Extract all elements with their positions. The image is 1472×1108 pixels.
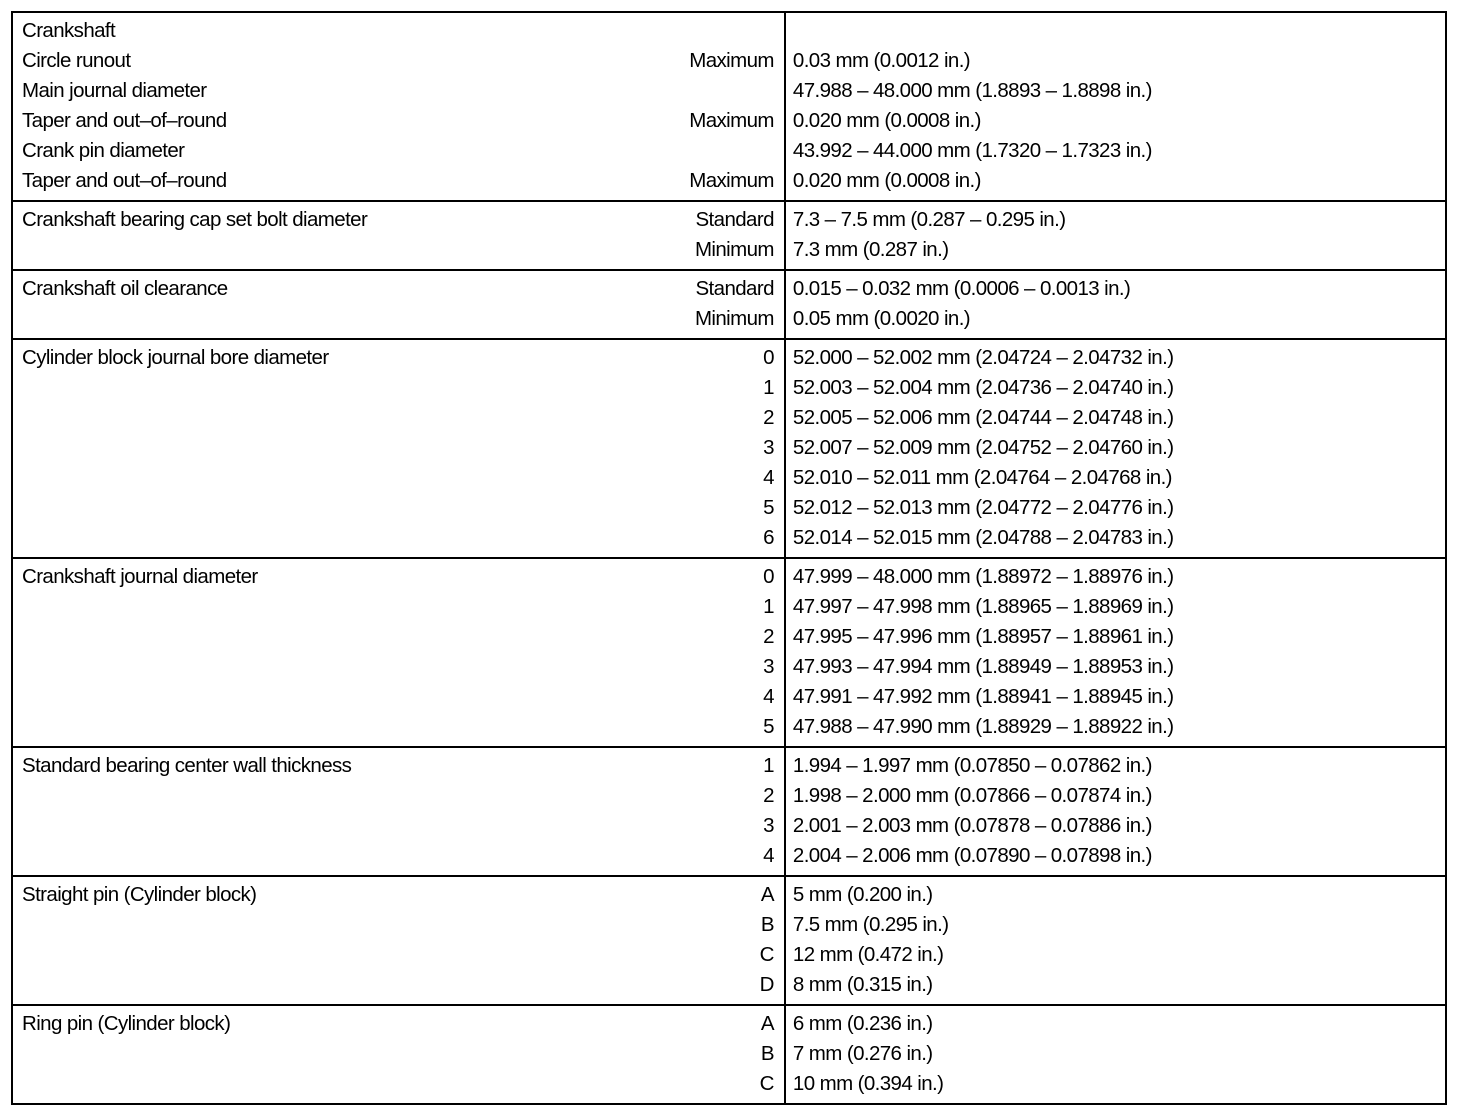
spec-value-line	[786, 433, 1445, 463]
spec-qualifier: 0	[763, 565, 774, 588]
spec-value: 8 mm (0.315 in.)	[792, 973, 933, 996]
spec-label-cell	[12, 1005, 785, 1104]
spec-value: 0.03 mm (0.0012 in.)	[792, 49, 971, 72]
spec-value-line	[786, 304, 1445, 334]
spec-label-line	[13, 811, 784, 841]
spec-value-line	[786, 166, 1445, 196]
spec-label-line	[13, 970, 784, 1000]
spec-label-line	[13, 343, 784, 373]
spec-value: 52.003 – 52.004 mm (2.04736 – 2.04740 in.)	[792, 376, 1174, 399]
spec-qualifier: A	[760, 1012, 774, 1035]
spec-value: 10 mm (0.394 in.)	[792, 1072, 944, 1095]
spec-value: 1.998 – 2.000 mm (0.07866 – 0.07874 in.)	[792, 784, 1152, 807]
spec-value-line	[786, 493, 1445, 523]
spec-group-title: Cylinder block journal bore diameter	[22, 346, 329, 369]
spec-label-line	[13, 433, 784, 463]
spec-value: 7.5 mm (0.295 in.)	[792, 913, 949, 936]
spec-label-spacer	[13, 523, 22, 553]
spec-value-line	[786, 940, 1445, 970]
spec-group-title: Crankshaft oil clearance	[22, 277, 228, 300]
spec-value-line	[786, 373, 1445, 403]
spec-value-line	[786, 880, 1445, 910]
spec-qualifier: 4	[763, 685, 774, 708]
spec-label-cell	[12, 201, 785, 270]
spec-qualifier: C	[759, 943, 774, 966]
spec-qualifier	[774, 76, 784, 106]
spec-item-label: Taper and out–of–round	[22, 169, 227, 192]
spec-value-line	[786, 46, 1445, 76]
spec-value-line	[786, 205, 1445, 235]
spec-value: 52.007 – 52.009 mm (2.04752 – 2.04760 in.)	[792, 436, 1174, 459]
spec-value-line	[786, 841, 1445, 871]
spec-group	[12, 12, 1446, 201]
spec-label-line	[13, 274, 784, 304]
spec-label-cell	[12, 339, 785, 558]
spec-value-line	[786, 136, 1445, 166]
spec-group	[12, 201, 1446, 270]
spec-item-label: Crank pin diameter	[22, 139, 185, 162]
spec-value-cell	[785, 558, 1446, 747]
spec-value: 2.001 – 2.003 mm (0.07878 – 0.07886 in.)	[792, 814, 1152, 837]
spec-label-line	[13, 841, 784, 871]
spec-item-label: Main journal diameter	[22, 79, 207, 102]
spec-value: 47.988 – 47.990 mm (1.88929 – 1.88922 in.)	[792, 715, 1174, 738]
spec-label-line	[13, 592, 784, 622]
spec-value: 2.004 – 2.006 mm (0.07890 – 0.07898 in.)	[792, 844, 1152, 867]
spec-label-line	[13, 373, 784, 403]
spec-qualifier: C	[759, 1072, 774, 1095]
spec-qualifier: Minimum	[694, 307, 774, 330]
spec-qualifier: 3	[763, 436, 774, 459]
spec-value: 52.005 – 52.006 mm (2.04744 – 2.04748 in.)	[792, 406, 1174, 429]
spec-label-line	[13, 493, 784, 523]
spec-qualifier: 4	[763, 844, 774, 867]
spec-value: 0.05 mm (0.0020 in.)	[792, 307, 971, 330]
spec-label-line	[13, 562, 784, 592]
spec-value: 7.3 – 7.5 mm (0.287 – 0.295 in.)	[792, 208, 1066, 231]
spec-qualifier	[774, 136, 784, 166]
spec-label-spacer	[13, 433, 22, 463]
spec-value: 52.012 – 52.013 mm (2.04772 – 2.04776 in.)	[792, 496, 1174, 519]
spec-value: 6 mm (0.236 in.)	[792, 1012, 933, 1035]
spec-label-line	[13, 304, 784, 334]
spec-value-line	[786, 910, 1445, 940]
spec-value: 12 mm (0.472 in.)	[792, 943, 944, 966]
spec-value: 47.995 – 47.996 mm (1.88957 – 1.88961 in.)	[792, 625, 1174, 648]
spec-label-line	[13, 16, 784, 46]
spec-value-cell	[785, 270, 1446, 339]
spec-label-line	[13, 940, 784, 970]
spec-qualifier: B	[760, 1042, 774, 1065]
spec-group-title: Crankshaft journal diameter	[22, 565, 258, 588]
spec-label-cell	[12, 270, 785, 339]
spec-label-spacer	[13, 622, 22, 652]
spec-item-label: Circle runout	[22, 49, 131, 72]
spec-label-line	[13, 463, 784, 493]
spec-value-line	[786, 1009, 1445, 1039]
spec-value: 0.020 mm (0.0008 in.)	[792, 109, 981, 132]
spec-group	[12, 747, 1446, 876]
spec-label-line	[13, 682, 784, 712]
spec-label-line	[13, 880, 784, 910]
spec-label-line	[13, 46, 784, 76]
spec-label-line	[13, 106, 784, 136]
spec-qualifier: 3	[763, 814, 774, 837]
spec-value-line	[786, 235, 1445, 265]
spec-label-line	[13, 910, 784, 940]
spec-label-spacer	[13, 1069, 22, 1099]
spec-qualifier: Maximum	[689, 169, 774, 192]
spec-group	[12, 1005, 1446, 1104]
spec-qualifier: 1	[763, 754, 774, 777]
spec-value-line	[786, 274, 1445, 304]
spec-value: 47.999 – 48.000 mm (1.88972 – 1.88976 in.)	[792, 565, 1174, 588]
spec-value-line	[786, 106, 1445, 136]
spec-qualifier: 2	[763, 625, 774, 648]
spec-label-line	[13, 136, 784, 166]
spec-value: 52.010 – 52.011 mm (2.04764 – 2.04768 in.)	[792, 466, 1172, 489]
spec-label-spacer	[13, 304, 22, 334]
spec-label-spacer	[13, 940, 22, 970]
spec-qualifier: 5	[763, 715, 774, 738]
spec-group-title: Ring pin (Cylinder block)	[22, 1012, 231, 1035]
spec-qualifier: Maximum	[689, 49, 774, 72]
spec-label-spacer	[13, 403, 22, 433]
spec-qualifier: A	[760, 883, 774, 906]
spec-value-line	[786, 712, 1445, 742]
spec-value-cell	[785, 747, 1446, 876]
spec-qualifier: B	[760, 913, 774, 936]
spec-value-line	[786, 1039, 1445, 1069]
spec-value: 52.014 – 52.015 mm (2.04788 – 2.04783 in.)	[792, 526, 1174, 549]
spec-group	[12, 558, 1446, 747]
spec-value	[786, 16, 793, 46]
spec-group	[12, 876, 1446, 1005]
spec-value: 47.993 – 47.994 mm (1.88949 – 1.88953 in.)	[792, 655, 1174, 678]
spec-label-line	[13, 751, 784, 781]
spec-label-spacer	[13, 712, 22, 742]
spec-label-cell	[12, 12, 785, 201]
spec-qualifier: D	[759, 973, 774, 996]
spec-label-spacer	[13, 910, 22, 940]
spec-value-line	[786, 781, 1445, 811]
spec-qualifier: 1	[763, 376, 774, 399]
spec-value: 43.992 – 44.000 mm (1.7320 – 1.7323 in.)	[792, 139, 1152, 162]
spec-label-line	[13, 403, 784, 433]
spec-value-line	[786, 682, 1445, 712]
spec-value-cell	[785, 876, 1446, 1005]
spec-value-line	[786, 622, 1445, 652]
spec-label-line	[13, 523, 784, 553]
spec-qualifier: 5	[763, 496, 774, 519]
spec-qualifier: 4	[763, 466, 774, 489]
spec-value: 1.994 – 1.997 mm (0.07850 – 0.07862 in.)	[792, 754, 1152, 777]
spec-value: 5 mm (0.200 in.)	[792, 883, 933, 906]
spec-value-line	[786, 1069, 1445, 1099]
spec-label-line	[13, 166, 784, 196]
spec-value: 0.015 – 0.032 mm (0.0006 – 0.0013 in.)	[792, 277, 1131, 300]
spec-group-title: Crankshaft bearing cap set bolt diameter	[22, 208, 368, 231]
spec-group	[12, 270, 1446, 339]
spec-item-label: Taper and out–of–round	[22, 109, 227, 132]
spec-label-line	[13, 1069, 784, 1099]
spec-label-cell	[12, 876, 785, 1005]
spec-value: 7.3 mm (0.287 in.)	[792, 238, 949, 261]
spec-value-line	[786, 592, 1445, 622]
spec-qualifier: Minimum	[694, 238, 774, 261]
spec-value: 7 mm (0.276 in.)	[792, 1042, 933, 1065]
spec-value-line	[786, 343, 1445, 373]
spec-table	[11, 11, 1447, 1105]
spec-label-spacer	[13, 841, 22, 871]
spec-value-line	[786, 751, 1445, 781]
spec-qualifier: 1	[763, 595, 774, 618]
spec-value: 47.997 – 47.998 mm (1.88965 – 1.88969 in.)	[792, 595, 1174, 618]
spec-label-line	[13, 652, 784, 682]
spec-value-cell	[785, 201, 1446, 270]
spec-label-line	[13, 781, 784, 811]
spec-qualifier: Standard	[695, 277, 774, 300]
spec-qualifier: 2	[763, 784, 774, 807]
spec-label-line	[13, 76, 784, 106]
spec-label-spacer	[13, 970, 22, 1000]
spec-value-line	[786, 403, 1445, 433]
spec-label-cell	[12, 558, 785, 747]
spec-value-line	[786, 76, 1445, 106]
spec-value-line	[786, 970, 1445, 1000]
spec-value-line	[786, 523, 1445, 553]
spec-label-spacer	[13, 781, 22, 811]
spec-value-line	[786, 463, 1445, 493]
spec-label-spacer	[13, 652, 22, 682]
spec-label-line	[13, 712, 784, 742]
spec-group-title: Straight pin (Cylinder block)	[22, 883, 257, 906]
spec-label-spacer	[13, 1039, 22, 1069]
spec-qualifier: 0	[763, 346, 774, 369]
spec-value: 52.000 – 52.002 mm (2.04724 – 2.04732 in.)	[792, 346, 1174, 369]
spec-table-body	[12, 12, 1446, 1104]
spec-qualifier: 2	[763, 406, 774, 429]
spec-label-line	[13, 205, 784, 235]
spec-value-line	[786, 811, 1445, 841]
spec-label-spacer	[13, 811, 22, 841]
spec-label-spacer	[13, 592, 22, 622]
spec-label-spacer	[13, 235, 22, 265]
spec-label-line	[13, 235, 784, 265]
spec-group-title: Crankshaft	[22, 19, 116, 42]
spec-label-line	[13, 1009, 784, 1039]
spec-value-line	[786, 562, 1445, 592]
spec-label-cell	[12, 747, 785, 876]
spec-label-spacer	[13, 493, 22, 523]
spec-value: 47.991 – 47.992 mm (1.88941 – 1.88945 in.)	[792, 685, 1174, 708]
spec-label-spacer	[13, 463, 22, 493]
spec-qualifier: 6	[763, 526, 774, 549]
spec-value-cell	[785, 339, 1446, 558]
spec-value-line	[786, 16, 1445, 46]
spec-value: 0.020 mm (0.0008 in.)	[792, 169, 981, 192]
spec-group-title: Standard bearing center wall thickness	[22, 754, 352, 777]
spec-group	[12, 339, 1446, 558]
spec-qualifier: Maximum	[689, 109, 774, 132]
spec-value-cell	[785, 1005, 1446, 1104]
spec-qualifier	[774, 16, 784, 46]
spec-label-line	[13, 622, 784, 652]
spec-qualifier: 3	[763, 655, 774, 678]
spec-label-spacer	[13, 682, 22, 712]
spec-value-line	[786, 652, 1445, 682]
spec-label-line	[13, 1039, 784, 1069]
spec-label-spacer	[13, 373, 22, 403]
spec-qualifier: Standard	[695, 208, 774, 231]
spec-value: 47.988 – 48.000 mm (1.8893 – 1.8898 in.)	[792, 79, 1152, 102]
spec-value-cell	[785, 12, 1446, 201]
